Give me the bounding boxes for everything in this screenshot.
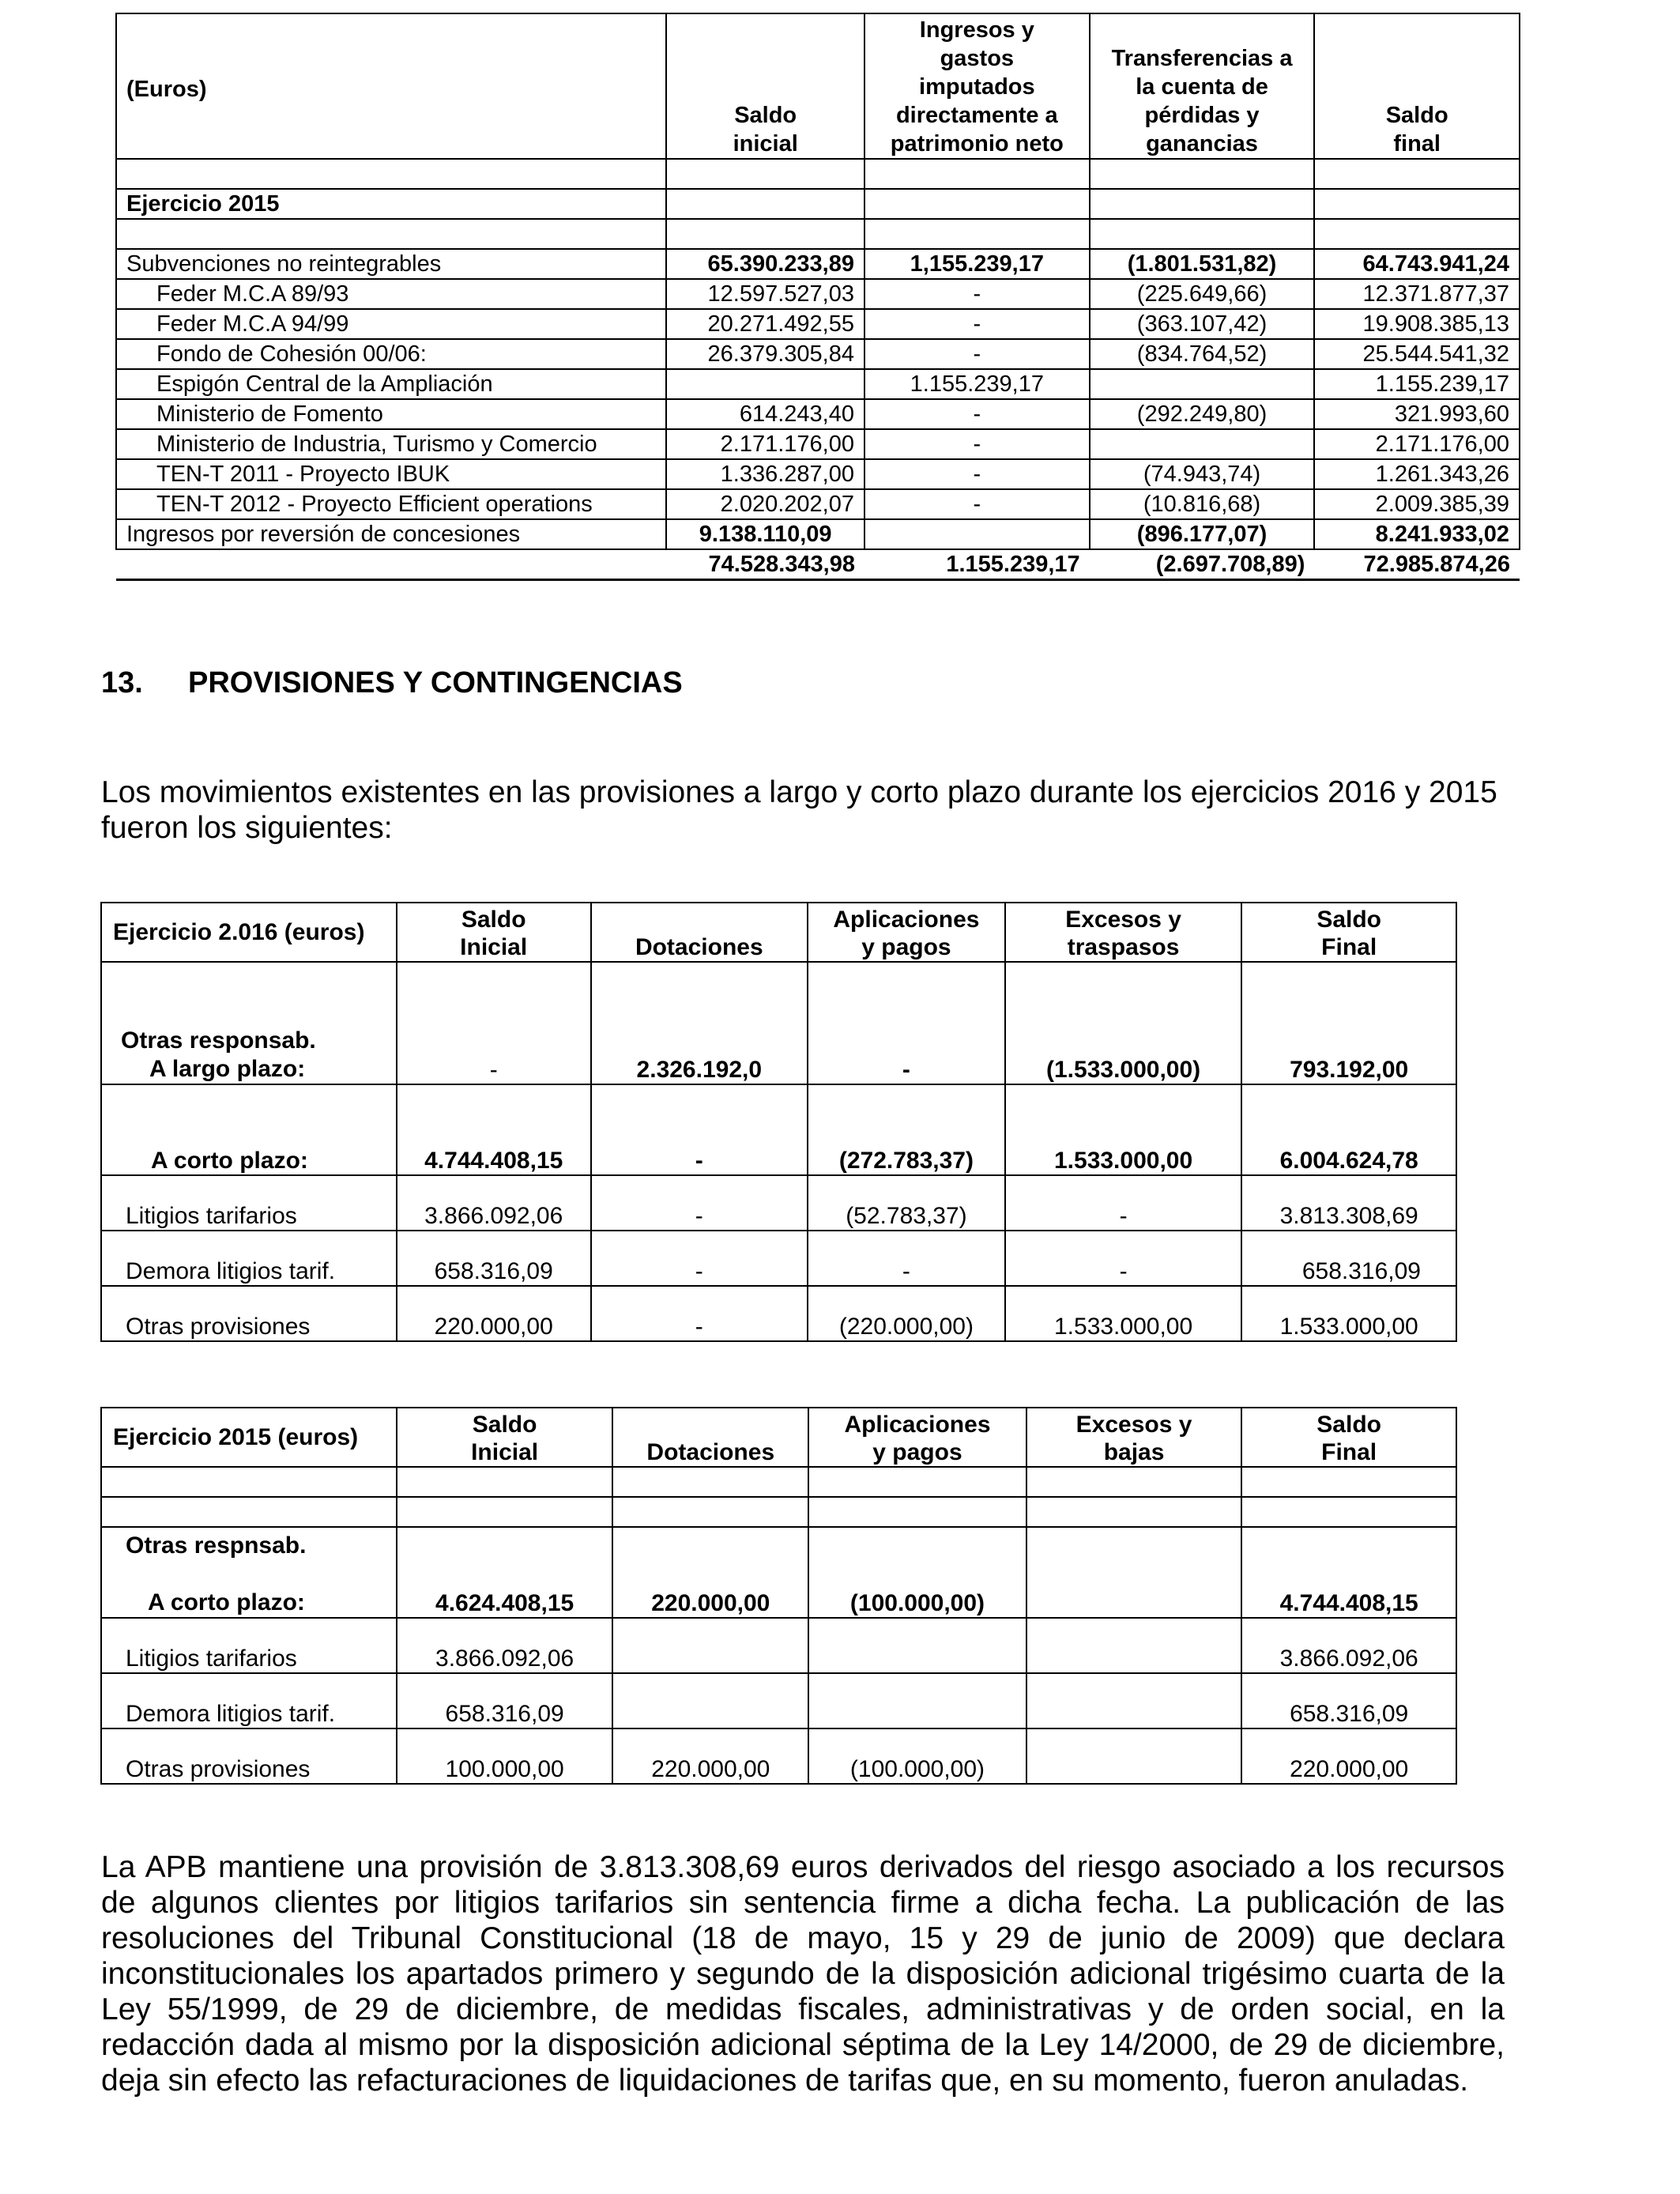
table-row: [116, 249, 1520, 279]
cell: (834.764,52): [1090, 339, 1315, 369]
cell: (292.249,80): [1090, 399, 1315, 429]
cell: 793.192,00: [1241, 962, 1456, 1084]
cell: 3.813.308,69: [1241, 1175, 1456, 1231]
row-label: Feder M.C.A 89/93: [116, 279, 666, 309]
closing-paragraph: La APB mantiene una provisión de 3.813.308,69 euros derivados del riesgo asociado a los recursos de algunos clientes por litigios tarifarios sin sentencia firme a dicha fecha. La publicación de las resoluciones del Tribunal Constitucional (18 de mayo, 15 y 29 de junio de 2009) que declara inconstitucionales los apartados primero y segundo de la disposición adicional trigésimo cuarta de la Ley 55/1999, de 29 de diciembre, de medidas fiscales, administrativas y de orden social, en la redacción dada al mismo por la disposición adicional séptima de la Ley 14/2000, de 29 de diciembre, deja sin efecto las refacturaciones de liquidaciones de tarifas que, en su momento, fueron anuladas.: [101, 1850, 1505, 2098]
cell: 64.743.941,24: [1314, 249, 1520, 279]
row-label: Espigón Central de la Ampliación: [116, 369, 666, 399]
cell: 614.243,40: [666, 399, 864, 429]
row-label: Litigios tarifarios: [101, 1175, 397, 1231]
cell: 9.138.110,09: [666, 519, 864, 549]
header-aplicaciones: Aplicaciones y pagos: [808, 903, 1005, 962]
cell: (272.783,37): [808, 1084, 1005, 1175]
table-row: [116, 399, 1520, 429]
cell: -: [864, 399, 1090, 429]
cell: -: [1005, 1231, 1242, 1286]
section-number: 13.: [101, 666, 143, 699]
table-row: [101, 1728, 1456, 1784]
cell: -: [591, 1084, 808, 1175]
cell: 3.866.092,06: [397, 1175, 591, 1231]
cell: 220.000,00: [1241, 1728, 1456, 1784]
cell: -: [591, 1286, 808, 1341]
cell: 8.241.933,02: [1314, 519, 1520, 549]
row-label: Litigios tarifarios: [101, 1618, 397, 1673]
corto-plazo-row: [101, 1527, 1456, 1618]
row-label: TEN-T 2012 - Proyecto Efficient operations: [116, 489, 666, 519]
table-row: [101, 1231, 1456, 1286]
cell: 26.379.305,84: [666, 339, 864, 369]
spacer-row: [116, 219, 1520, 249]
spacer-row: [101, 1467, 1456, 1497]
row-label: Otras respnsab. A corto plazo:: [101, 1527, 397, 1618]
cell: -: [864, 429, 1090, 459]
cell: 658.316,09: [397, 1673, 613, 1728]
row-label: Otras provisiones: [101, 1728, 397, 1784]
cell: [1026, 1618, 1241, 1673]
intro-paragraph: Los movimientos existentes en las provisiones a largo y corto plazo durante los ejercicios 2016 y 2015 fueron los siguientes:: [101, 775, 1497, 845]
header-dotaciones: Dotaciones: [612, 1408, 808, 1467]
section-row: [116, 189, 1520, 219]
row-label: Ingresos por reversión de concesiones: [116, 519, 666, 549]
row-label: Otras provisiones: [101, 1286, 397, 1341]
cell: 4.624.408,15: [397, 1527, 613, 1618]
euros-label: (Euros): [116, 13, 666, 159]
cell: 3.866.092,06: [397, 1618, 613, 1673]
cell: -: [397, 962, 591, 1084]
provisions-2015-table: [100, 1407, 1457, 1785]
cell: -: [591, 1175, 808, 1231]
cell: 1.155.239,17: [1314, 369, 1520, 399]
header-row: [101, 903, 1456, 962]
section-title: PROVISIONES Y CONTINGENCIAS: [188, 666, 683, 699]
cell: 1.533.000,00: [1005, 1084, 1242, 1175]
cell: 220.000,00: [612, 1728, 808, 1784]
cell: [1026, 1673, 1241, 1728]
cell: 12.371.877,37: [1314, 279, 1520, 309]
corto-plazo-row: [101, 1084, 1456, 1175]
table-title: Ejercicio 2015 (euros): [101, 1408, 397, 1467]
cell: (74.943,74): [1090, 459, 1315, 489]
cell: 2.171.176,00: [666, 429, 864, 459]
cell: [612, 1618, 808, 1673]
table-row: [116, 309, 1520, 339]
cell: 658.316,09: [397, 1231, 591, 1286]
cell: 65.390.233,89: [666, 249, 864, 279]
cell: (896.177,07): [1090, 519, 1315, 549]
header-aplicaciones: Aplicaciones y pagos: [808, 1408, 1026, 1467]
cell: 1.261.343,26: [1314, 459, 1520, 489]
table-title: Ejercicio 2.016 (euros): [101, 903, 397, 962]
cell: 6.004.624,78: [1241, 1084, 1456, 1175]
row-label: Otras responsab. A largo plazo:: [101, 962, 397, 1084]
row-label: Ministerio de Fomento: [116, 399, 666, 429]
subsidies-table: [115, 13, 1520, 581]
cell: [808, 1673, 1026, 1728]
total-row: [116, 549, 1520, 580]
cell: 2.171.176,00: [1314, 429, 1520, 459]
table-row: [101, 1286, 1456, 1341]
table-row: [101, 1175, 1456, 1231]
cell: -: [864, 309, 1090, 339]
cell: 100.000,00: [397, 1728, 613, 1784]
cell: [864, 519, 1090, 549]
cell: 2.020.202,07: [666, 489, 864, 519]
header-saldo-final: Saldo Final: [1241, 1408, 1456, 1467]
cell: (225.649,66): [1090, 279, 1315, 309]
row-label: Demora litigios tarif.: [101, 1673, 397, 1728]
cell: 1.155.239,17: [864, 369, 1090, 399]
header-transferencias: Transferencias a la cuenta de pérdidas y ganancias: [1090, 13, 1315, 159]
cell: (1.801.531,82): [1090, 249, 1315, 279]
cell: 4.744.408,15: [397, 1084, 591, 1175]
cell: 321.993,60: [1314, 399, 1520, 429]
header-dotaciones: Dotaciones: [591, 903, 808, 962]
row-label: Subvenciones no reintegrables: [116, 249, 666, 279]
table-row: [101, 1673, 1456, 1728]
cell: 25.544.541,32: [1314, 339, 1520, 369]
cell: -: [808, 1231, 1005, 1286]
cell: 1.533.000,00: [1241, 1286, 1456, 1341]
table-row: [116, 489, 1520, 519]
table-row: [116, 519, 1520, 549]
cell: -: [864, 339, 1090, 369]
cell: [1090, 429, 1315, 459]
row-label: A corto plazo:: [101, 1084, 397, 1175]
row-label: TEN-T 2011 - Proyecto IBUK: [116, 459, 666, 489]
cell: -: [864, 279, 1090, 309]
header-ingresos-gastos: Ingresos y gastos imputados directamente a patrimonio neto: [864, 13, 1090, 159]
header-saldo-inicial: Saldo Inicial: [397, 1408, 613, 1467]
cell: [666, 369, 864, 399]
table-row: [116, 279, 1520, 309]
cell: 19.908.385,13: [1314, 309, 1520, 339]
cell: (363.107,42): [1090, 309, 1315, 339]
cell: -: [1005, 1175, 1242, 1231]
cell: 12.597.527,03: [666, 279, 864, 309]
cell: 4.744.408,15: [1241, 1527, 1456, 1618]
header-excesos: Excesos y bajas: [1026, 1408, 1241, 1467]
header-row: [101, 1408, 1456, 1467]
cell: 220.000,00: [397, 1286, 591, 1341]
cell: (52.783,37): [808, 1175, 1005, 1231]
cell: -: [864, 489, 1090, 519]
provisions-2016-table: [100, 902, 1457, 1342]
subsidies-header-row: [116, 13, 1520, 159]
cell: [1026, 1527, 1241, 1618]
table-row: [116, 339, 1520, 369]
section-ejercicio-2015: Ejercicio 2015: [116, 189, 666, 219]
cell: (100.000,00): [808, 1728, 1026, 1784]
row-label: Feder M.C.A 94/99: [116, 309, 666, 339]
row-label: Ministerio de Industria, Turismo y Comercio: [116, 429, 666, 459]
cell: (1.533.000,00): [1005, 962, 1242, 1084]
total-cell: 72.985.874,26: [1314, 549, 1520, 580]
table-row: [116, 369, 1520, 399]
spacer-row: [116, 159, 1520, 189]
cell: -: [591, 1231, 808, 1286]
cell: -: [808, 962, 1005, 1084]
spacer-row: [101, 1497, 1456, 1527]
cell: [612, 1673, 808, 1728]
cell: 20.271.492,55: [666, 309, 864, 339]
table-row: [116, 429, 1520, 459]
table-row: [101, 1618, 1456, 1673]
section-heading: [101, 666, 683, 700]
largo-plazo-row: [101, 962, 1456, 1084]
cell: 2.326.192,0: [591, 962, 808, 1084]
cell: [808, 1618, 1026, 1673]
header-saldo-final: Saldo final: [1314, 13, 1520, 159]
cell: 1,155.239,17: [864, 249, 1090, 279]
header-saldo-inicial: Saldo inicial: [666, 13, 864, 159]
cell: -: [864, 459, 1090, 489]
cell: [1090, 369, 1315, 399]
cell: 658.316,09: [1241, 1231, 1456, 1286]
table-row: [116, 459, 1520, 489]
header-excesos: Excesos y traspasos: [1005, 903, 1242, 962]
header-saldo-inicial: Saldo Inicial: [397, 903, 591, 962]
cell: 658.316,09: [1241, 1673, 1456, 1728]
cell: 1.533.000,00: [1005, 1286, 1242, 1341]
cell: 3.866.092,06: [1241, 1618, 1456, 1673]
total-cell: 1.155.239,17: [864, 549, 1090, 580]
cell: (10.816,68): [1090, 489, 1315, 519]
row-label: Fondo de Cohesión 00/06:: [116, 339, 666, 369]
cell: 220.000,00: [612, 1527, 808, 1618]
cell: [1026, 1728, 1241, 1784]
total-cell: (2.697.708,89): [1090, 549, 1315, 580]
cell: 2.009.385,39: [1314, 489, 1520, 519]
cell: (100.000,00): [808, 1527, 1026, 1618]
cell: 1.336.287,00: [666, 459, 864, 489]
total-cell: 74.528.343,98: [666, 549, 864, 580]
cell: (220.000,00): [808, 1286, 1005, 1341]
header-saldo-final: Saldo Final: [1241, 903, 1456, 962]
row-label: Demora litigios tarif.: [101, 1231, 397, 1286]
